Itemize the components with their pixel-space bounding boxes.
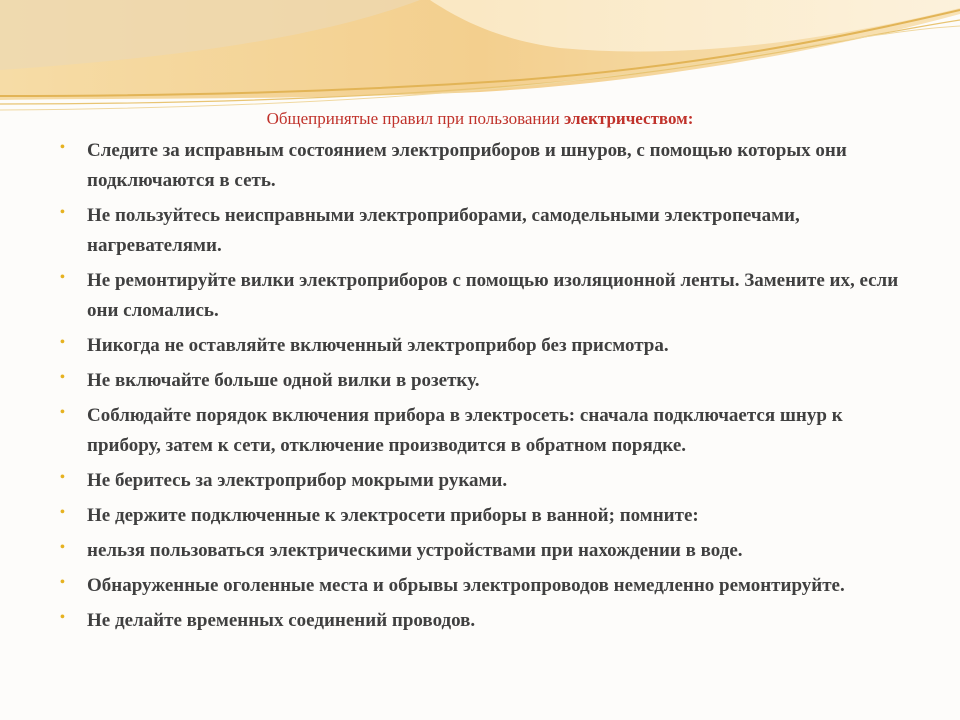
- list-item-text: Не ремонтируйте вилки электроприборов с помощью изоляционной ленты. Замените их, если они сломались.: [87, 270, 899, 321]
- title-bold-text: электричеством:: [563, 109, 694, 128]
- bullet-icon: •: [60, 470, 65, 485]
- bullet-icon: •: [60, 610, 65, 625]
- list-item: [60, 136, 920, 196]
- list-item-text: Не беритесь за электроприбор мокрыми руками.: [87, 470, 508, 491]
- list-item-text: Следите за исправным состоянием электроприборов и шнуров, с помощью которых они подключаются в сеть.: [87, 140, 847, 191]
- list-item: [60, 366, 920, 396]
- list-item: [60, 331, 920, 361]
- list-item: [60, 606, 920, 636]
- slide-title: [0, 109, 960, 129]
- bullet-icon: •: [60, 270, 65, 285]
- list-item-text: Не держите подключенные к электросети приборы в ванной; помните:: [87, 505, 699, 526]
- list-item: [60, 466, 920, 496]
- list-item: [60, 401, 920, 461]
- bullet-icon: •: [60, 370, 65, 385]
- bullet-icon: •: [60, 505, 65, 520]
- list-item: [60, 571, 920, 601]
- list-item: [60, 201, 920, 261]
- bullet-icon: •: [60, 575, 65, 590]
- list-item-text: Не включайте больше одной вилки в розетку.: [87, 370, 480, 391]
- list-item-text: Обнаруженные оголенные места и обрывы электропроводов немедленно ремонтируйте.: [87, 575, 845, 596]
- list-item-text: нельзя пользоваться электрическими устройствами при нахождении в воде.: [87, 540, 743, 561]
- rules-list: [60, 136, 920, 641]
- list-item-text: Не пользуйтесь неисправными электроприборами, самодельными электропечами, нагревателями.: [87, 205, 800, 256]
- list-item: [60, 501, 920, 531]
- list-item-text: Соблюдайте порядок включения прибора в электросеть: сначала подключается шнур к прибору, затем к сети, отключение производится в обратном порядке.: [87, 405, 843, 456]
- bullet-icon: •: [60, 140, 65, 155]
- list-item: [60, 266, 920, 326]
- bullet-icon: •: [60, 540, 65, 555]
- list-item-text: Никогда не оставляйте включенный электроприбор без присмотра.: [87, 335, 669, 356]
- list-item: [60, 536, 920, 566]
- bullet-icon: •: [60, 405, 65, 420]
- bullet-icon: •: [60, 335, 65, 350]
- list-item-text: Не делайте временных соединений проводов.: [87, 610, 476, 631]
- title-plain-text: Общепринятые правил при пользовании: [266, 109, 564, 128]
- bullet-icon: •: [60, 205, 65, 220]
